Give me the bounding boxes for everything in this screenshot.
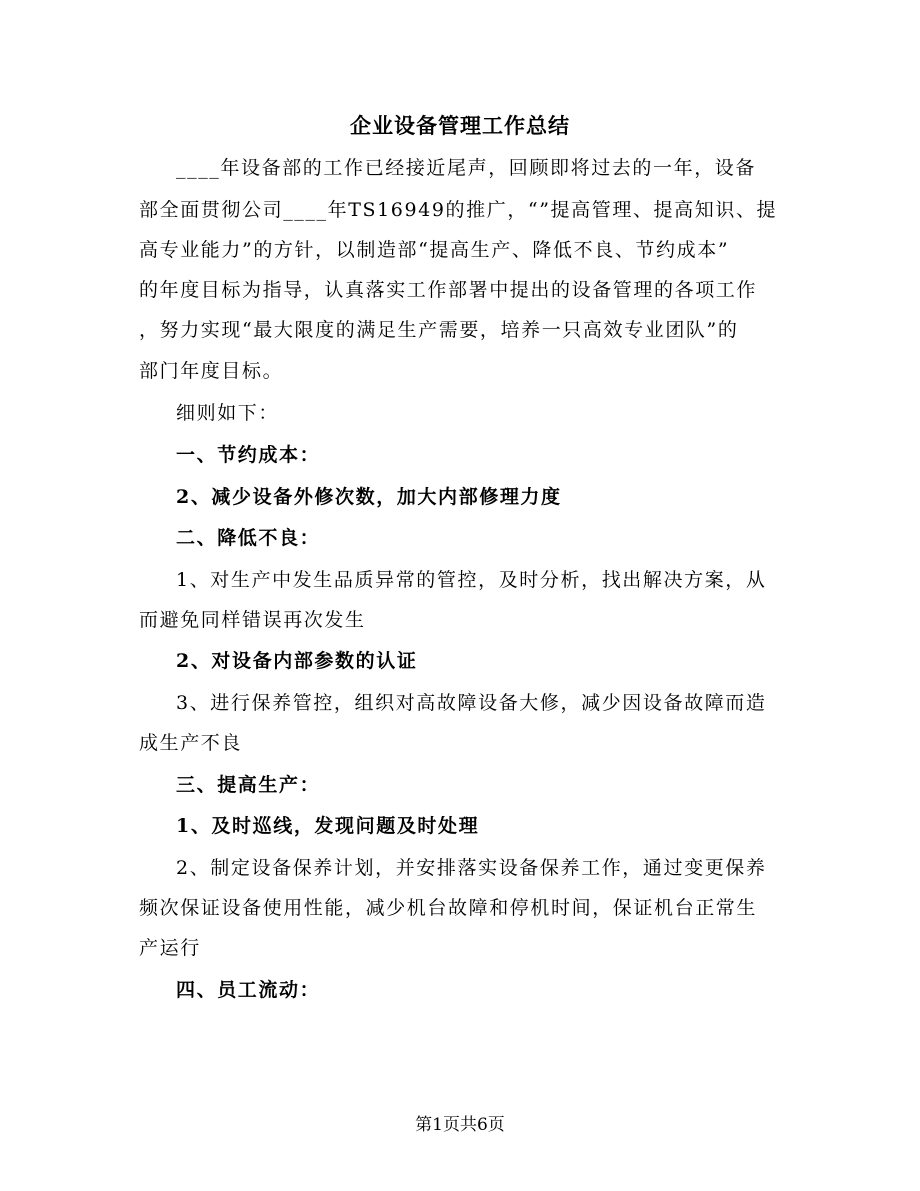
- list-item: 2、对设备内部参数的认证: [176, 650, 418, 672]
- section-heading: 四、员工流动：: [176, 979, 321, 1001]
- list-item-continuation: 产运行: [139, 937, 201, 959]
- list-item: 1、对生产中发生品质异常的管控，及时分析，找出解决方案，从: [176, 569, 767, 591]
- body-line: 部全面贯彻公司____年TS16949的推广，“”提高管理、提高知识、提: [139, 199, 778, 221]
- section-heading: 三、提高生产：: [176, 774, 321, 796]
- body-line: ，努力实现“最大限度的满足生产需要，培养一只高效专业团队”的: [139, 319, 739, 341]
- list-item: 1、及时巡线，发现问题及时处理: [176, 815, 480, 837]
- list-item: 2、减少设备外修次数，加大内部修理力度: [176, 486, 562, 508]
- body-line: 部门年度目标。: [139, 360, 284, 382]
- list-item-continuation: 成生产不良: [139, 732, 243, 754]
- list-item-continuation: 而避免同样错误再次发生: [139, 609, 366, 631]
- body-line: 高专业能力”的方针，以制造部“提高生产、降低不良、节约成本”: [139, 239, 730, 261]
- section-heading: 二、降低不良：: [176, 527, 321, 549]
- list-item-continuation: 频次保证设备使用性能，减少机台故障和停机时间，保证机台正常生: [139, 897, 758, 919]
- body-line: 的年度目标为指导，认真落实工作部署中提出的设备管理的各项工作: [139, 279, 758, 301]
- details-intro: 细则如下：: [176, 402, 280, 424]
- page-number: 第1页共6页: [415, 1115, 505, 1135]
- list-item: 3、进行保养管控，组织对高故障设备大修，减少因设备故障而造: [176, 692, 767, 714]
- section-heading: 一、节约成本：: [176, 444, 321, 466]
- body-line: ____年设备部的工作已经接近尾声，回顾即将过去的一年，设备: [176, 157, 757, 179]
- list-item: 2、制定设备保养计划，并安排落实设备保养工作，通过变更保养: [176, 857, 767, 879]
- document-title: 企业设备管理工作总结: [350, 113, 570, 138]
